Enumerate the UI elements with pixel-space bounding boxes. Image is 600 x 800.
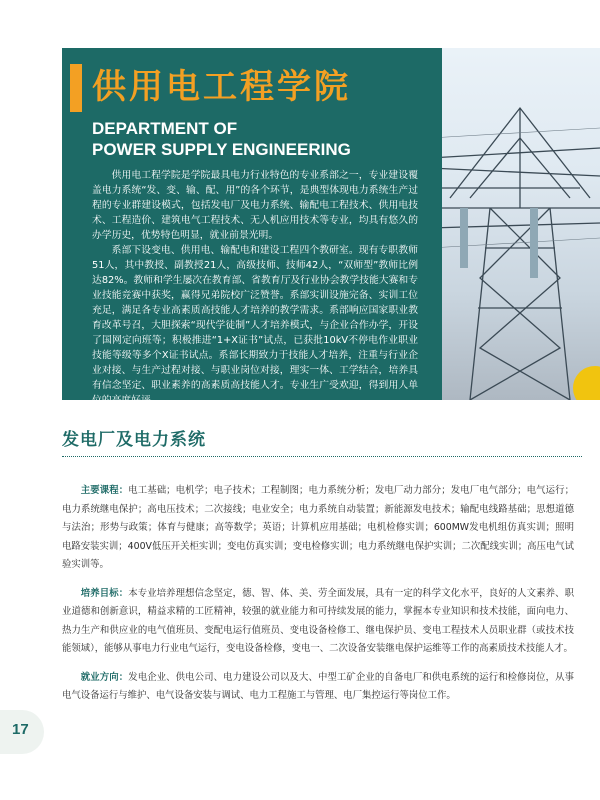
courses-text: 电工基础；电机学；电子技术；工程制图；电力系统分析；发电厂动力部分；发电厂电气部分；电气运行；电力系统继电保护；高电压技术；二次接线；电业安全；电力系统自动装置；新能源发电技术；输配电线路基础；思想道德与法治；形势与政策；体育与健康；高等数学；英语；计算机应用基础；电机检修实训；600MW发电机组仿真实训；照明电路安装实训；400V低压开关柜实训；变电仿真实训；变电检修实训；电力系统继电保护实训；二次配线实训；高压电气试验实训等。 [62,485,574,570]
program-details [62,482,574,716]
goal-paragraph [62,585,574,659]
intro-paragraph-1: 供用电工程学院是学院最具电力行业特色的专业系部之一，专业建设覆盖电力系统“发、变、输、配、用”的各个环节，是典型体现电力系统生产过程的专业群建设模式，包括发电厂及电力系统、输配电工程技术、供用电技术、工程造价、建筑电气工程技术、无人机应用技术等专业，均具有悠久的办学历史，优势特色明显，就业前景光明。 [92,170,418,241]
courses-paragraph [62,482,574,575]
transmission-tower-illustration [430,48,600,400]
section-title: 发电厂及电力系统 [62,430,206,450]
title-accent-bar [70,64,82,112]
department-title-cn: 供用电工程学院 [92,67,351,107]
power-tower-photo [430,48,600,400]
job-text: 发电企业、供电公司、电力建设公司以及大、中型工矿企业的自备电厂和供电系统的运行和检修岗位，从事电气设备运行与维护、电气设备安装与调试、电力工程施工与管理、电厂集控运行等岗位工作。 [62,671,574,701]
intro-paragraph-2: 系部下设变电、供用电、输配电和建设工程四个教研室。现有专职教师51人，其中教授、副教授21人，高级技师、技师42人，“双师型”教师比例达82%。教师和学生屡次在教育部、省教育厅及行业协会教学技能大赛和专业技能竞赛中获奖，赢得兄弟院校广泛赞誉。系部实训设施完备、实训工位充足，满足各专业高素质高技能人才培养的教学需求。系部响应国家职业教育改革号召，大胆探索“现代学徒制”人才培养模式，与企业合作办学，开设了国网定向班等；积极推进“1+X证书”试点，已获批10kV不停电作业职业技能等级等多个X证书试点。系部长期致力于技能人才培养，注重与行业企业对接、与生产过程对接、与职业岗位对接，理实一体、工学结合，培养具有信念坚定、职业素养的高素质高技能人才。专业生广受欢迎，得到用人单位的高度好评。 [92,245,418,406]
job-label: 就业方向： [80,671,129,683]
department-title-en-line1: DEPARTMENT OF [92,119,238,138]
goal-text: 本专业培养理想信念坚定，德、智、体、美、劳全面发展，具有一定的科学文化水平，良好的人文素养、职业道德和创新意识，精益求精的工匠精神，较强的就业能力和可持续发展的能力，掌握本专业知识和技术技能，面向电力、热力生产和供应业的电气值班员、变配电运行值班员、变电设备检修工、继电保护员、变电工程技术人员职业群（或技术技能领域），能够从事电力行业电气运行，变电设备检修，变电一、二次设备安装继电保护运维等工作的高素质技术技能人才。 [62,587,574,654]
job-paragraph [62,669,574,706]
goal-label: 培养目标： [80,587,129,599]
department-title-en [92,118,351,160]
top-band [0,0,600,48]
courses-label: 主要课程： [80,485,129,496]
section-divider [62,456,582,457]
department-intro [92,168,418,408]
page-number: 17 [12,721,29,738]
department-title-en-line2: POWER SUPPLY ENGINEERING [92,140,351,159]
